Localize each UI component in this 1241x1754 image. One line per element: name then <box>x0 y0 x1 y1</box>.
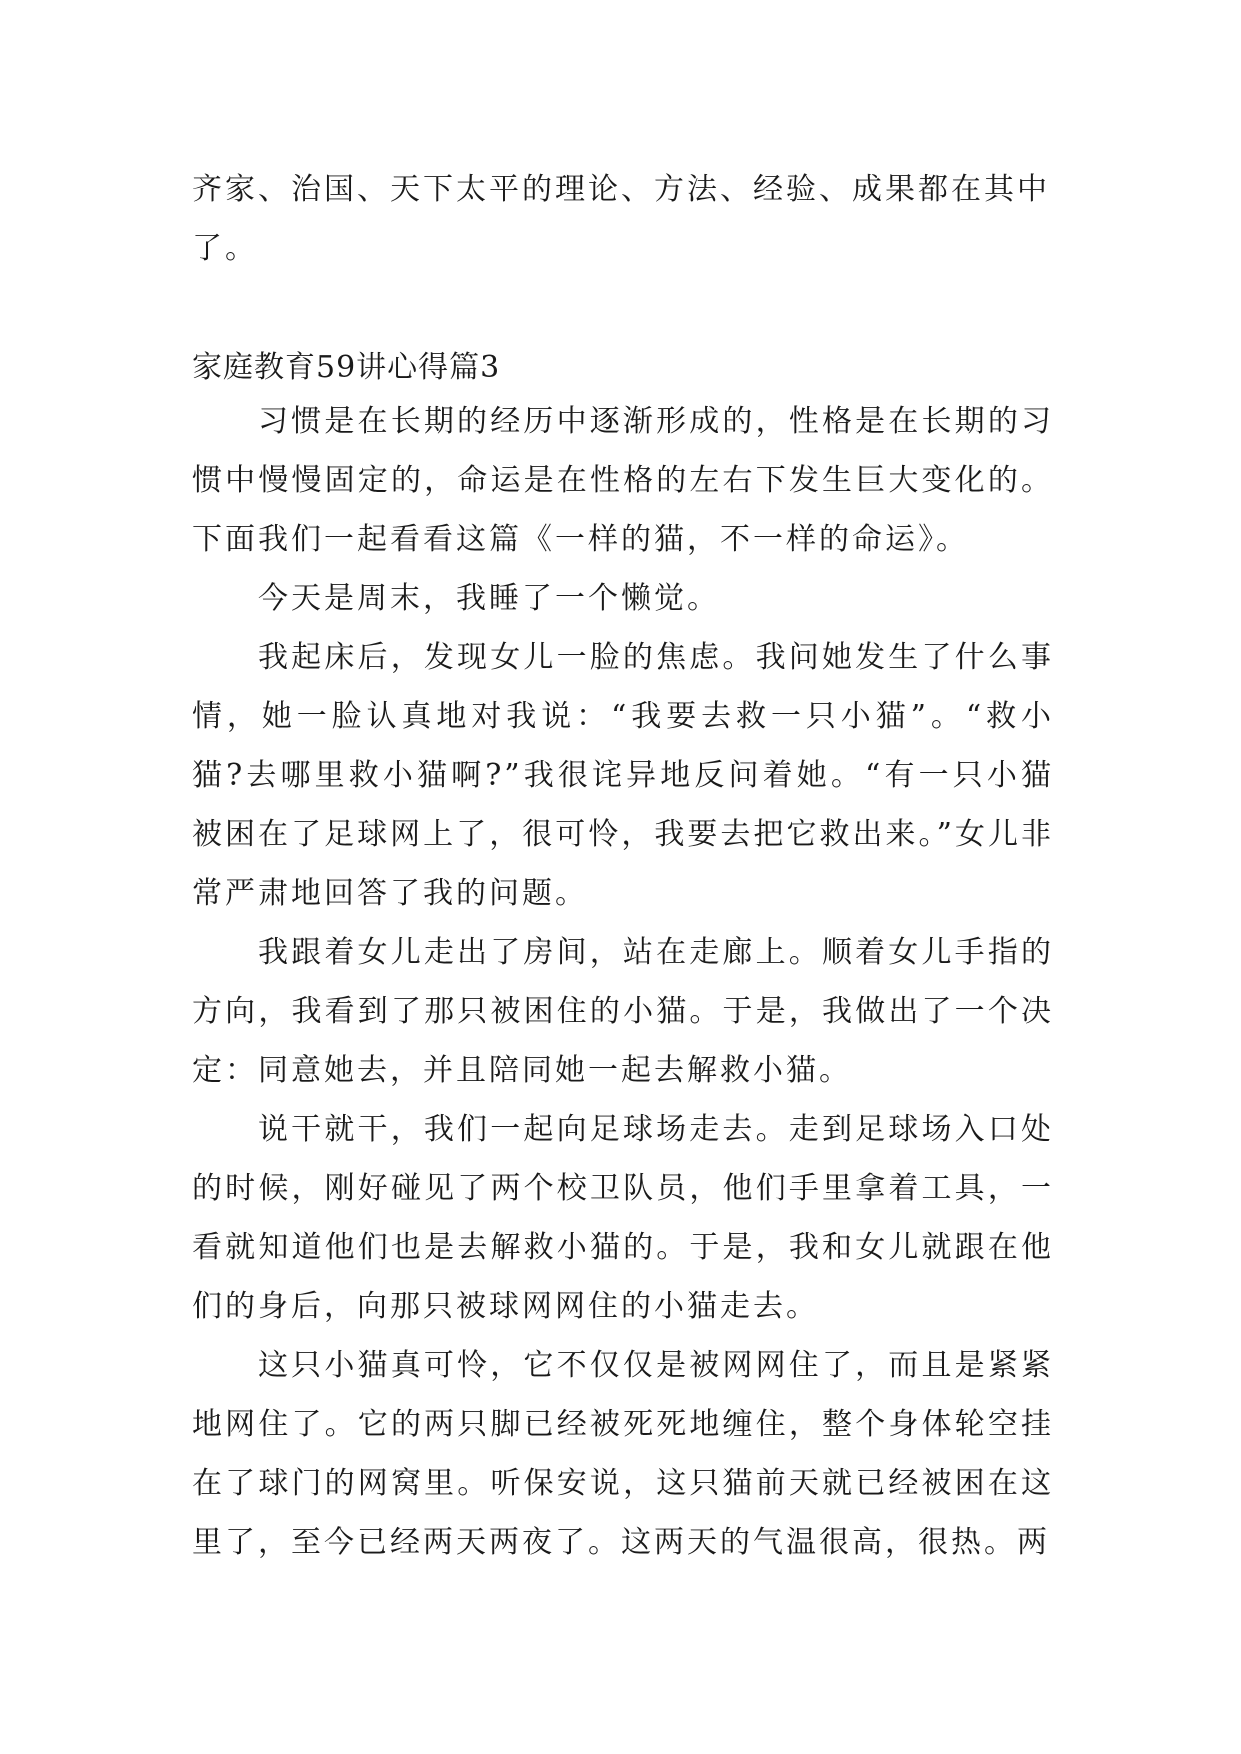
paragraph: 我跟着女儿走出了房间，站在走廊上。顺着女儿手指的方向，我看到了那只被困住的小猫。于是，我做出了一个决定：同意她去，并且陪同她一起去解救小猫。 <box>192 935 1054 1088</box>
paragraph: 我起床后，发现女儿一脸的焦虑。我问她发生了什么事情，她一脸认真地对我说：“我要去救一只小猫”。“救小猫?去哪里救小猫啊?”我很诧异地反问着她。“有一只小猫被困在了足球网上了，很可怜，我要去把它救出来。”女儿非常严肃地回答了我的问题。 <box>192 640 1054 911</box>
paragraph: 今天是周末，我睡了一个懒觉。 <box>258 581 720 616</box>
lead-paragraph-block <box>192 160 1054 278</box>
article-body <box>192 392 1054 1572</box>
paragraph: 习惯是在长期的经历中逐渐形成的，性格是在长期的习惯中慢慢固定的，命运是在性格的左右下发生巨大变化的。下面我们一起看看这篇《一样的猫，不一样的命运》。 <box>192 404 1054 557</box>
lead-paragraph: 齐家、治国、天下太平的理论、方法、经验、成果都在其中了。 <box>192 172 1050 266</box>
paragraph: 说干就干，我们一起向足球场走去。走到足球场入口处的时候，刚好碰见了两个校卫队员，他们手里拿着工具，一看就知道他们也是去解救小猫的。于是，我和女儿就跟在他们的身后，向那只被球网网住的小猫走去。 <box>192 1112 1054 1324</box>
paragraph: 这只小猫真可怜，它不仅仅是被网网住了，而且是紧紧地网住了。它的两只脚已经被死死地缠住，整个身体轮空挂在了球门的网窝里。听保安说，这只猫前天就已经被困在这里了，至今已经两天两夜了。这两天的气温很高，很热。两 <box>192 1348 1054 1560</box>
section-heading: 家庭教育59讲心得篇3 <box>192 350 501 385</box>
